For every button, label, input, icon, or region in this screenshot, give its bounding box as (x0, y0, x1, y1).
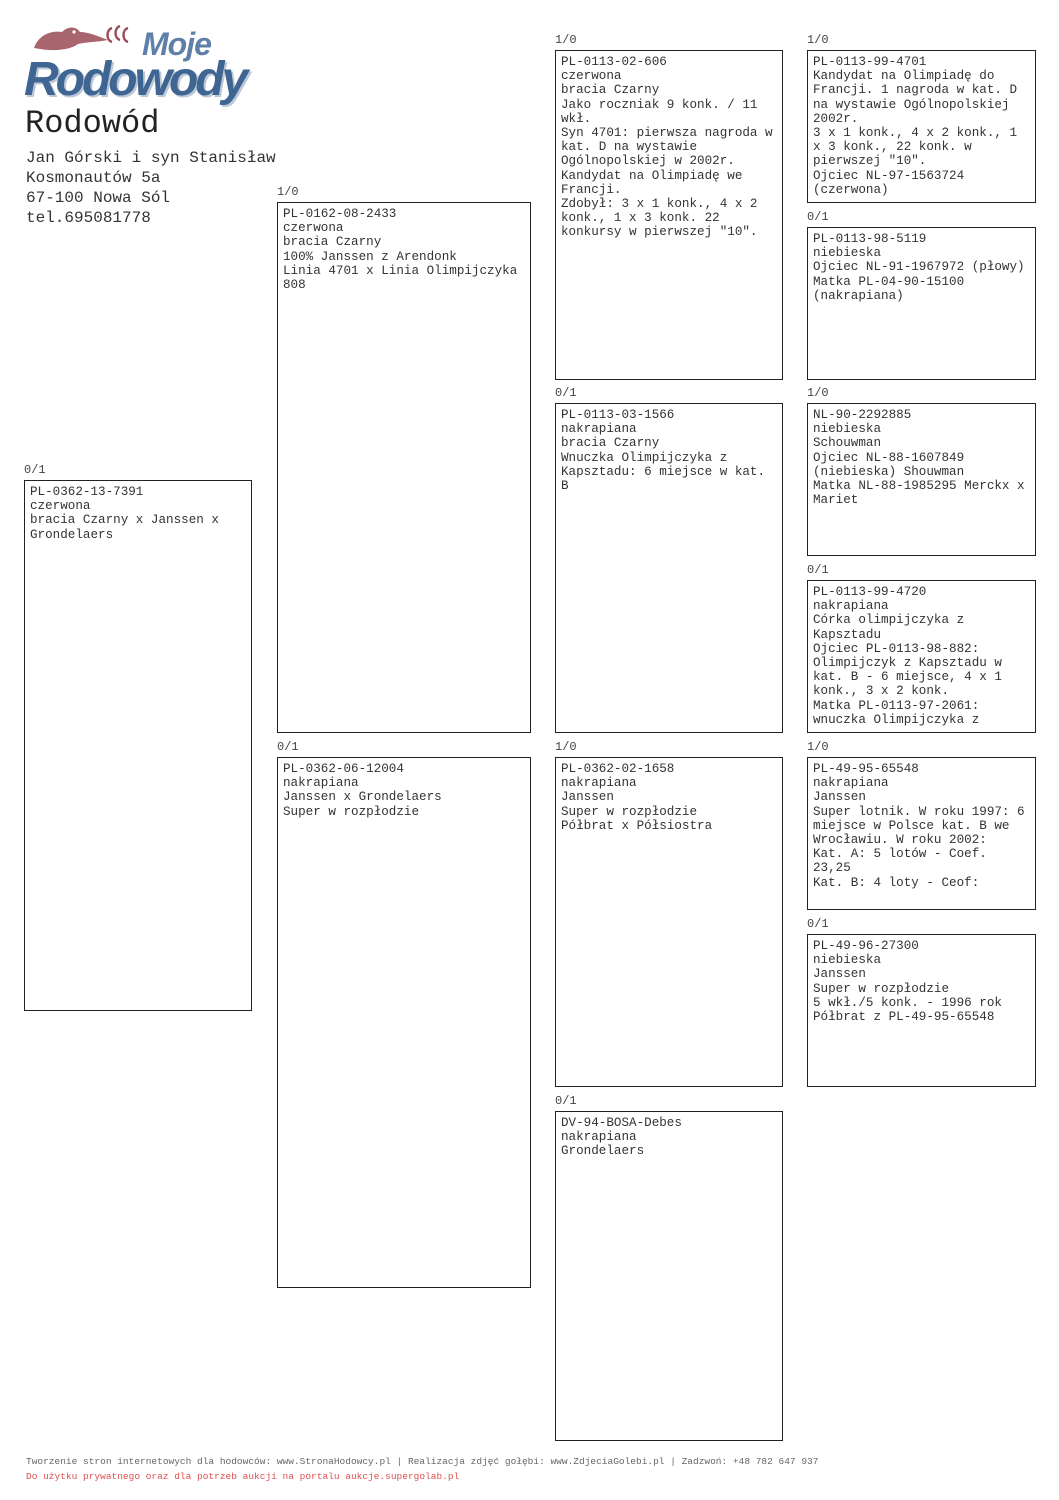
bird-card: NL-90-2292885 niebieska Schouwman Ojciec NL-88-1607849 (niebieska) Shouwman Matka NL-88-1985295 Merckx x Mariet (807, 403, 1036, 556)
owner-info (26, 148, 276, 228)
bird-sex-label: 1/0 (807, 386, 829, 400)
bird-sex-label: 1/0 (555, 740, 577, 754)
bird-great-grandfather-2 (807, 386, 1036, 556)
bird-main (24, 463, 252, 1011)
footer-credits: Tworzenie stron internetowych dla hodowców: www.StronaHodowcy.pl | Realizacja zdjęć gołębi: www.ZdjeciaGolebi.pl | Zadzwoń: +48 782 647 937 (26, 1456, 819, 1467)
bird-card: PL-0113-02-606 czerwona bracia Czarny Jako roczniak 9 konk. / 11 wkł. Syn 4701: pierwsza nagroda w kat. D na wystawie Ogólnopolskiej w 2002r. Kandydat na Olimpiadę we Francji. Zdobył: 3 x 1 konk., 4 x 2 konk., 1 x 3 konk. 22 konkursy w pierwszej "10". (555, 50, 783, 380)
bird-great-grandmother-2 (807, 563, 1036, 733)
bird-sex-label: 1/0 (555, 33, 577, 47)
bird-sex-label: 0/1 (24, 463, 46, 477)
bird-card: PL-49-95-65548 nakrapiana Janssen Super lotnik. W roku 1997: 6 miejsce w Polsce kat. B we Wrocławiu. W roku 2002: Kat. A: 5 lotów - Coef. 23,25 Kat. B: 4 loty - Ceof: (807, 757, 1036, 910)
bird-card: DV-94-BOSA-Debes nakrapiana Grondelaers (555, 1111, 783, 1441)
bird-card: PL-0113-99-4720 nakrapiana Córka olimpijczyka z Kapsztadu Ojciec PL-0113-98-882: Olimpijczyk z Kapsztadu w kat. B - 6 miejsce, 4 x 1 konk., 3 x 2 konk. Matka PL-0113-97-2061: wnuczka Olimpijczyka z (807, 580, 1036, 733)
bird-mother (277, 740, 531, 1288)
bird-sex-label: 0/1 (807, 917, 829, 931)
owner-name: Jan Górski i syn Stanisław (26, 149, 276, 167)
logo-bottom-word: Rodowody (24, 53, 246, 106)
owner-phone: tel.695081778 (26, 209, 151, 227)
bird-sex-label: 0/1 (807, 563, 829, 577)
bird-card: PL-0113-98-5119 niebieska Ojciec NL-91-1967972 (płowy) Matka PL-04-90-15100 (nakrapiana) (807, 227, 1036, 380)
bird-card: PL-0362-02-1658 nakrapiana Janssen Super w rozpłodzie Półbrat x Półsiostra (555, 757, 783, 1087)
bird-sex-label: 0/1 (807, 210, 829, 224)
bird-sex-label: 1/0 (277, 185, 299, 199)
bird-great-grandmother-1 (807, 210, 1036, 380)
bird-sex-label: 1/0 (807, 740, 829, 754)
bird-sex-label: 1/0 (807, 33, 829, 47)
bird-card: PL-0362-06-12004 nakrapiana Janssen x Grondelaers Super w rozpłodzie (277, 757, 531, 1288)
bird-card: PL-0362-13-7391 czerwona bracia Czarny x Janssen x Grondelaers (24, 480, 252, 1011)
bird-great-grandfather-3 (807, 740, 1036, 910)
bird-card: PL-0113-99-4701 Kandydat na Olimpiadę do Francji. 1 nagroda w kat. D na wystawie Ogólnopolskiej 2002r. 3 x 1 konk., 4 x 2 konk., 1 x 3 konk., 22 konk. w pierwszej "10". Ojciec NL-97-1563724 (czerwona) (807, 50, 1036, 203)
bird-sex-label: 0/1 (555, 386, 577, 400)
bird-card: PL-0113-03-1566 nakrapiana bracia Czarny Wnuczka Olimpijczyka z Kapsztadu: 6 miejsce w kat. B (555, 403, 783, 733)
page-title: Rodowód (25, 105, 160, 142)
bird-card: PL-0162-08-2433 czerwona bracia Czarny 100% Janssen z Arendonk Linia 4701 x Linia Olimpijczyka 808 (277, 202, 531, 733)
bird-sex-label: 0/1 (277, 740, 299, 754)
bird-great-grandmother-3 (807, 917, 1036, 1087)
bird-father (277, 185, 531, 733)
bird-card: PL-49-96-27300 niebieska Janssen Super w rozpłodzie 5 wkł./5 konk. - 1996 rok Półbrat z PL-49-95-65548 (807, 934, 1036, 1087)
bird-sex-label: 0/1 (555, 1094, 577, 1108)
bird-paternal-grandfather (555, 33, 783, 380)
bird-great-grandfather-1 (807, 33, 1036, 203)
bird-maternal-grandfather (555, 740, 783, 1087)
bird-paternal-grandmother (555, 386, 783, 733)
owner-street: Kosmonautów 5a (26, 169, 161, 187)
owner-city: 67-100 Nowa Sól (26, 189, 171, 207)
footer-usage-note: Do użytku prywatnego oraz dla potrzeb aukcji na portalu aukcje.supergolab.pl (26, 1471, 460, 1482)
logo-top-word: Moje (142, 26, 211, 62)
site-logo (24, 22, 272, 110)
bird-maternal-grandmother (555, 1094, 783, 1441)
